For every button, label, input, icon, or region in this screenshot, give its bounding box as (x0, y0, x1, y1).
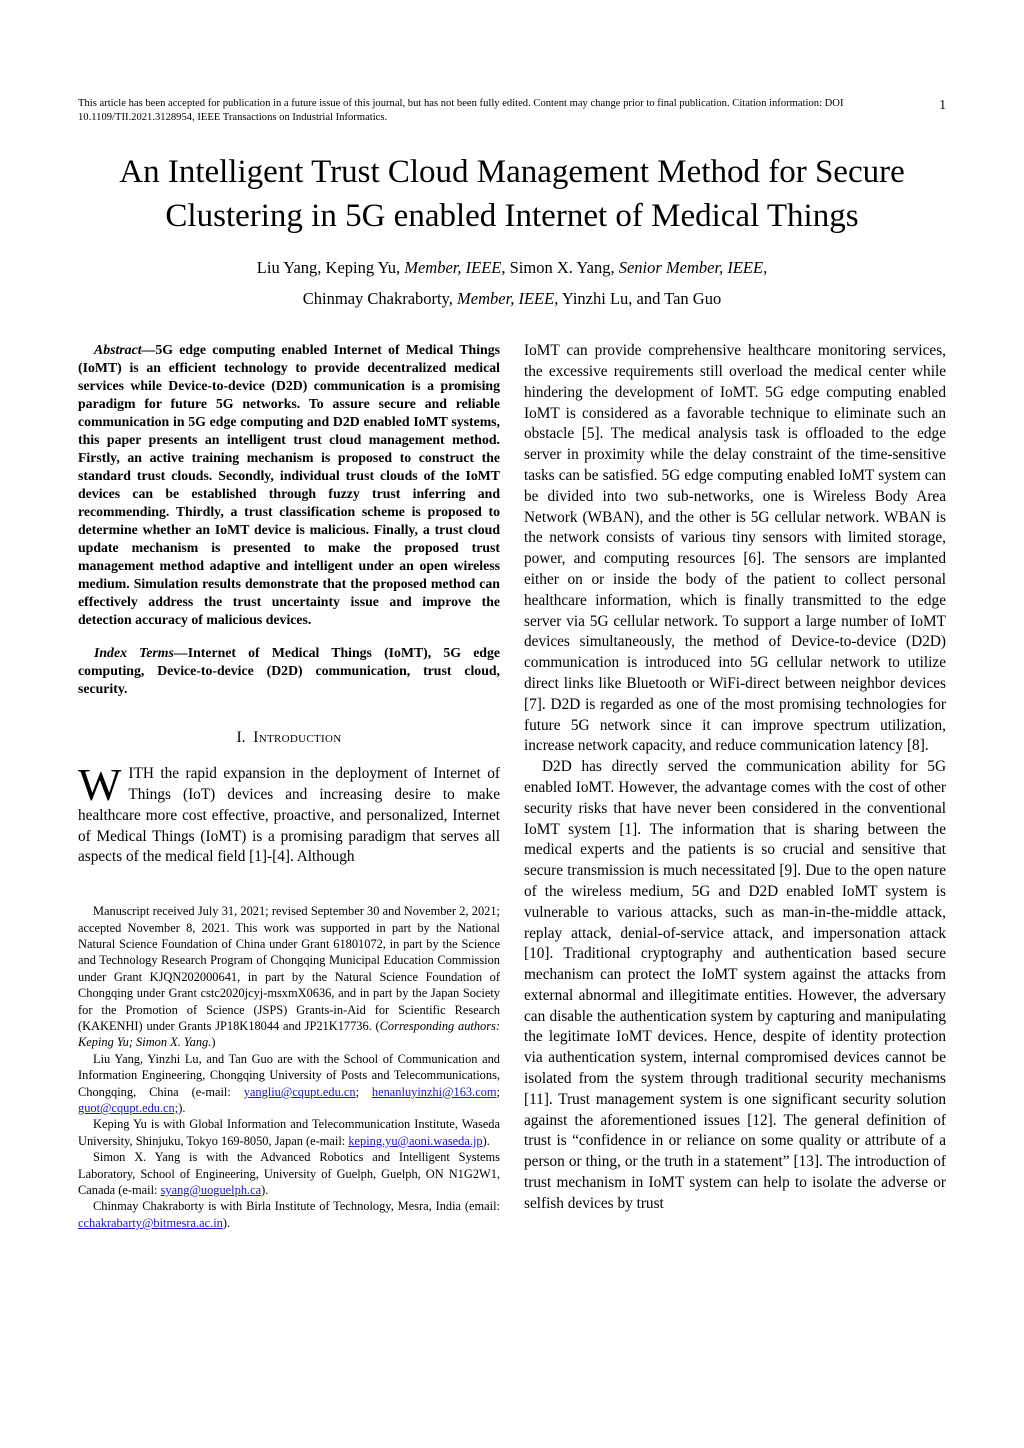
email-link[interactable]: henanluyinzhi@163.com (371, 1084, 497, 1099)
text-segment: ) (211, 1035, 216, 1050)
intro-paragraph (78, 759, 500, 868)
footnote-affiliation-1 (78, 1051, 500, 1117)
footnote-affiliation-3 (78, 1149, 500, 1198)
authors-line-1 (78, 252, 946, 283)
authors-block (78, 252, 946, 314)
text-segment: Chinmay Chakraborty is with Birla Institute of Technology, Mesra, India (email: (93, 1199, 500, 1214)
text-segment: ). (261, 1183, 269, 1198)
right-column (524, 341, 946, 1231)
section-number: I. (236, 729, 246, 747)
text-segment: Corresponding authors: Keping Yu; Simon X. Yang. (78, 1019, 500, 1050)
footnote-funding (78, 903, 500, 1051)
text-segment: Senior Member, IEEE (618, 258, 764, 278)
text-segment: Simon X. Yang is with the Advanced Robotics and Intelligent Systems Laboratory, School of Engineering, University of Guelph, Guelph, ON N1G2W1, Canada (e-mail: (78, 1150, 500, 1198)
text-segment: , Simon X. Yang, (501, 258, 619, 278)
email-link[interactable]: yangliu@cqupt.edu.cn (243, 1084, 356, 1099)
intro-text: ITH the rapid expansion in the deployment of Internet of Things (IoT) devices and increasing desire to make healthcare more cost effective, proactive, and personalized, Internet of Medical Things (IoMT) is a promising paradigm that serves all aspects of the medical field [1]-[4]. Although (78, 765, 500, 866)
text-segment: Liu Yang, Yinzhi Lu, and Tan Guo are with the School of Communication and Information Engineering, Chongqing University of Posts and Telecommunications, Chongqing, China (e-mail: (78, 1051, 500, 1099)
footnote-block (78, 903, 500, 1231)
text-segment: ; (355, 1084, 372, 1099)
text-segment: ). (178, 1101, 186, 1116)
paper-title: An Intelligent Trust Cloud Management Method for Secure Clustering in 5G enabled Internet of Medical Things (119, 154, 905, 235)
text-segment: Liu Yang, Keping Yu, (256, 258, 405, 278)
body-paragraph: D2D has directly served the communication ability for 5G enabled IoMT. However, the advantage comes with the cost of other security risks that have never been considered in the conventional IoMT system [1]. The information that is sharing between the medical experts and the patients is so crucial and sensitive that secure transmission is much necessitated [9]. Due to the open nature of the wireless medium, 5G and D2D enabled IoMT system is vulnerable to various attacks, such as man-in-the-middle attack, replay attack, denial-of-service attack, and impersonation attack [10]. Traditional cryptography and authentication based secure mechanism can protect the IoMT system against the attacks from external abnormal and illegitimate entities. However, the adversary can disable the authentication system by capturing and manipulating the legitimate IoMT devices. Hence, despite of identity protection via authentication system, internal compromised devices cannot be isolated from the system through traditional security mechanisms [11]. Trust management system is one significant security solution against the aforementioned issues [12]. The general definition of trust is “confidence in or reliance on some quality or attribute of a person or thing, or the truth in a statement” [13]. The introduction of trust mechanism in IoMT system can help to isolate the adverse or selfish devices by trust (524, 758, 946, 1212)
page-number: 1 (939, 97, 946, 112)
text-segment: ; (496, 1084, 500, 1099)
two-column-body (78, 341, 946, 1231)
authors-line-2 (78, 283, 946, 314)
text-segment: Keping Yu is with Global Information and Telecommunication Institute, Waseda University, Shinjuku, Tokyo 169-8050, Japan (e-mail: (78, 1117, 500, 1148)
text-segment: ). (222, 1215, 231, 1230)
text-segment: Chinmay Chakraborty, (302, 289, 458, 309)
text-segment: , (763, 258, 768, 278)
index-terms-paragraph (78, 644, 500, 698)
email-link[interactable]: keping.yu@aoni.waseda.jp (348, 1133, 483, 1148)
footnote-affiliation-4 (78, 1198, 500, 1231)
text-segment: , Yinzhi Lu, and Tan Guo (554, 289, 722, 309)
email-link[interactable]: guot@cqupt.edu.cn; (78, 1101, 179, 1116)
acceptance-notice: This article has been accepted for publication in a future issue of this journal, but has not been fully edited. Content may change prior to final publication. Citation information: DOI 10.1109/TII.2021.3128954, IEEE Transactions on Industrial Informatics. (78, 98, 844, 123)
body-paragraph: IoMT can provide comprehensive healthcare monitoring services, the excessive requirements still overload the medical center while hindering the development of IoMT. 5G edge computing enabled IoMT is considered as a favorable technique to eliminate such an obstacle [5]. The medical analysis task is offloaded to the edge server in proximity while the delay constraint of the time-sensitive tasks can be satisfied. 5G edge computing enabled IoMT system can be divided into two sub-networks, one is Wireless Body Area Network (WBAN), and the other is 5G cellular network. WBAN is the network consists of various tiny sensors with limited storage, power, and computing resources [6]. The sensors are implanted either on or inside the body of the patient to collect personal healthcare information, which is finally transmitted to the edge server via 5G cellular network. To support a large number of IoMT devices simultaneously, the method of Device-to-device (D2D) communication is introduced into 5G cellular network to utilize direct links like Bluetooth or WiFi-direct between neighbor devices [7]. D2D is regarded as one of the most promising technologies for future 5G network since it can improve spectrum utilization, increase network capacity, and reduce communication latency [8]. (524, 342, 946, 755)
footnote-affiliation-2 (78, 1116, 500, 1149)
abstract-text: 5G edge computing enabled Internet of Medical Things (IoMT) is an efficient technology to provide decentralized medical services while Device-to-device (D2D) communication is a promising paradigm for future 5G networks. To assure secure and reliable communication in 5G edge computing and D2D enabled IoMT systems, this paper presents an intelligent trust cloud management method. Firstly, an active training mechanism is proposed to construct the standard trust clouds. Secondly, individual trust clouds of the IoMT devices can be established through fuzzy trust inferring and recommending. Thirdly, a trust classification scheme is proposed to determine whether an IoMT device is malicious. Finally, a trust cloud update mechanism is presented to make the proposed trust management method adaptive and intelligent under an open wireless medium. Simulation results demonstrate that the proposed method can effectively address the trust uncertainty issue and improve the detection accuracy of malicious devices. (78, 342, 500, 628)
text-segment: Member, IEEE (457, 289, 555, 309)
text-segment: ). (482, 1133, 490, 1148)
email-link[interactable]: cchakrabarty@bitmesra.ac.in (78, 1215, 223, 1230)
index-terms-label: Index Terms— (94, 645, 188, 661)
index-terms-text: Internet of Medical Things (IoMT), 5G edge computing, Device-to-device (D2D) communication, trust cloud, security. (78, 645, 501, 697)
dropcap-letter: W (78, 759, 122, 811)
left-column (78, 341, 500, 1231)
section-heading-introduction (78, 729, 500, 747)
section-title: Introduction (253, 729, 342, 747)
email-link[interactable]: syang@uoguelph.ca (160, 1183, 262, 1198)
abstract-paragraph (78, 341, 500, 629)
text-segment: Manuscript received July 31, 2021; revised September 30 and November 2, 2021; accepted November 8, 2021. This work was supported in part by the National Natural Science Foundation of China under Grant 61801072, in part by the Science and Technology Research Program of Chongqing Municipal Education Commission under Grant KJQN202000641, in part by the Natural Science Foundation of Chongqing under Grant cstc2020jcyj-msxmX0636, and in part by the Japan Society for the Promotion of Science (JSPS) Grants-in-Aid for Scientific Research (KAKENHI) under Grants JP18K18044 and JP21K17736. ( (78, 904, 500, 1034)
text-segment: Member, IEEE (404, 258, 502, 278)
abstract-label: Abstract— (94, 342, 156, 358)
header (78, 0, 946, 124)
